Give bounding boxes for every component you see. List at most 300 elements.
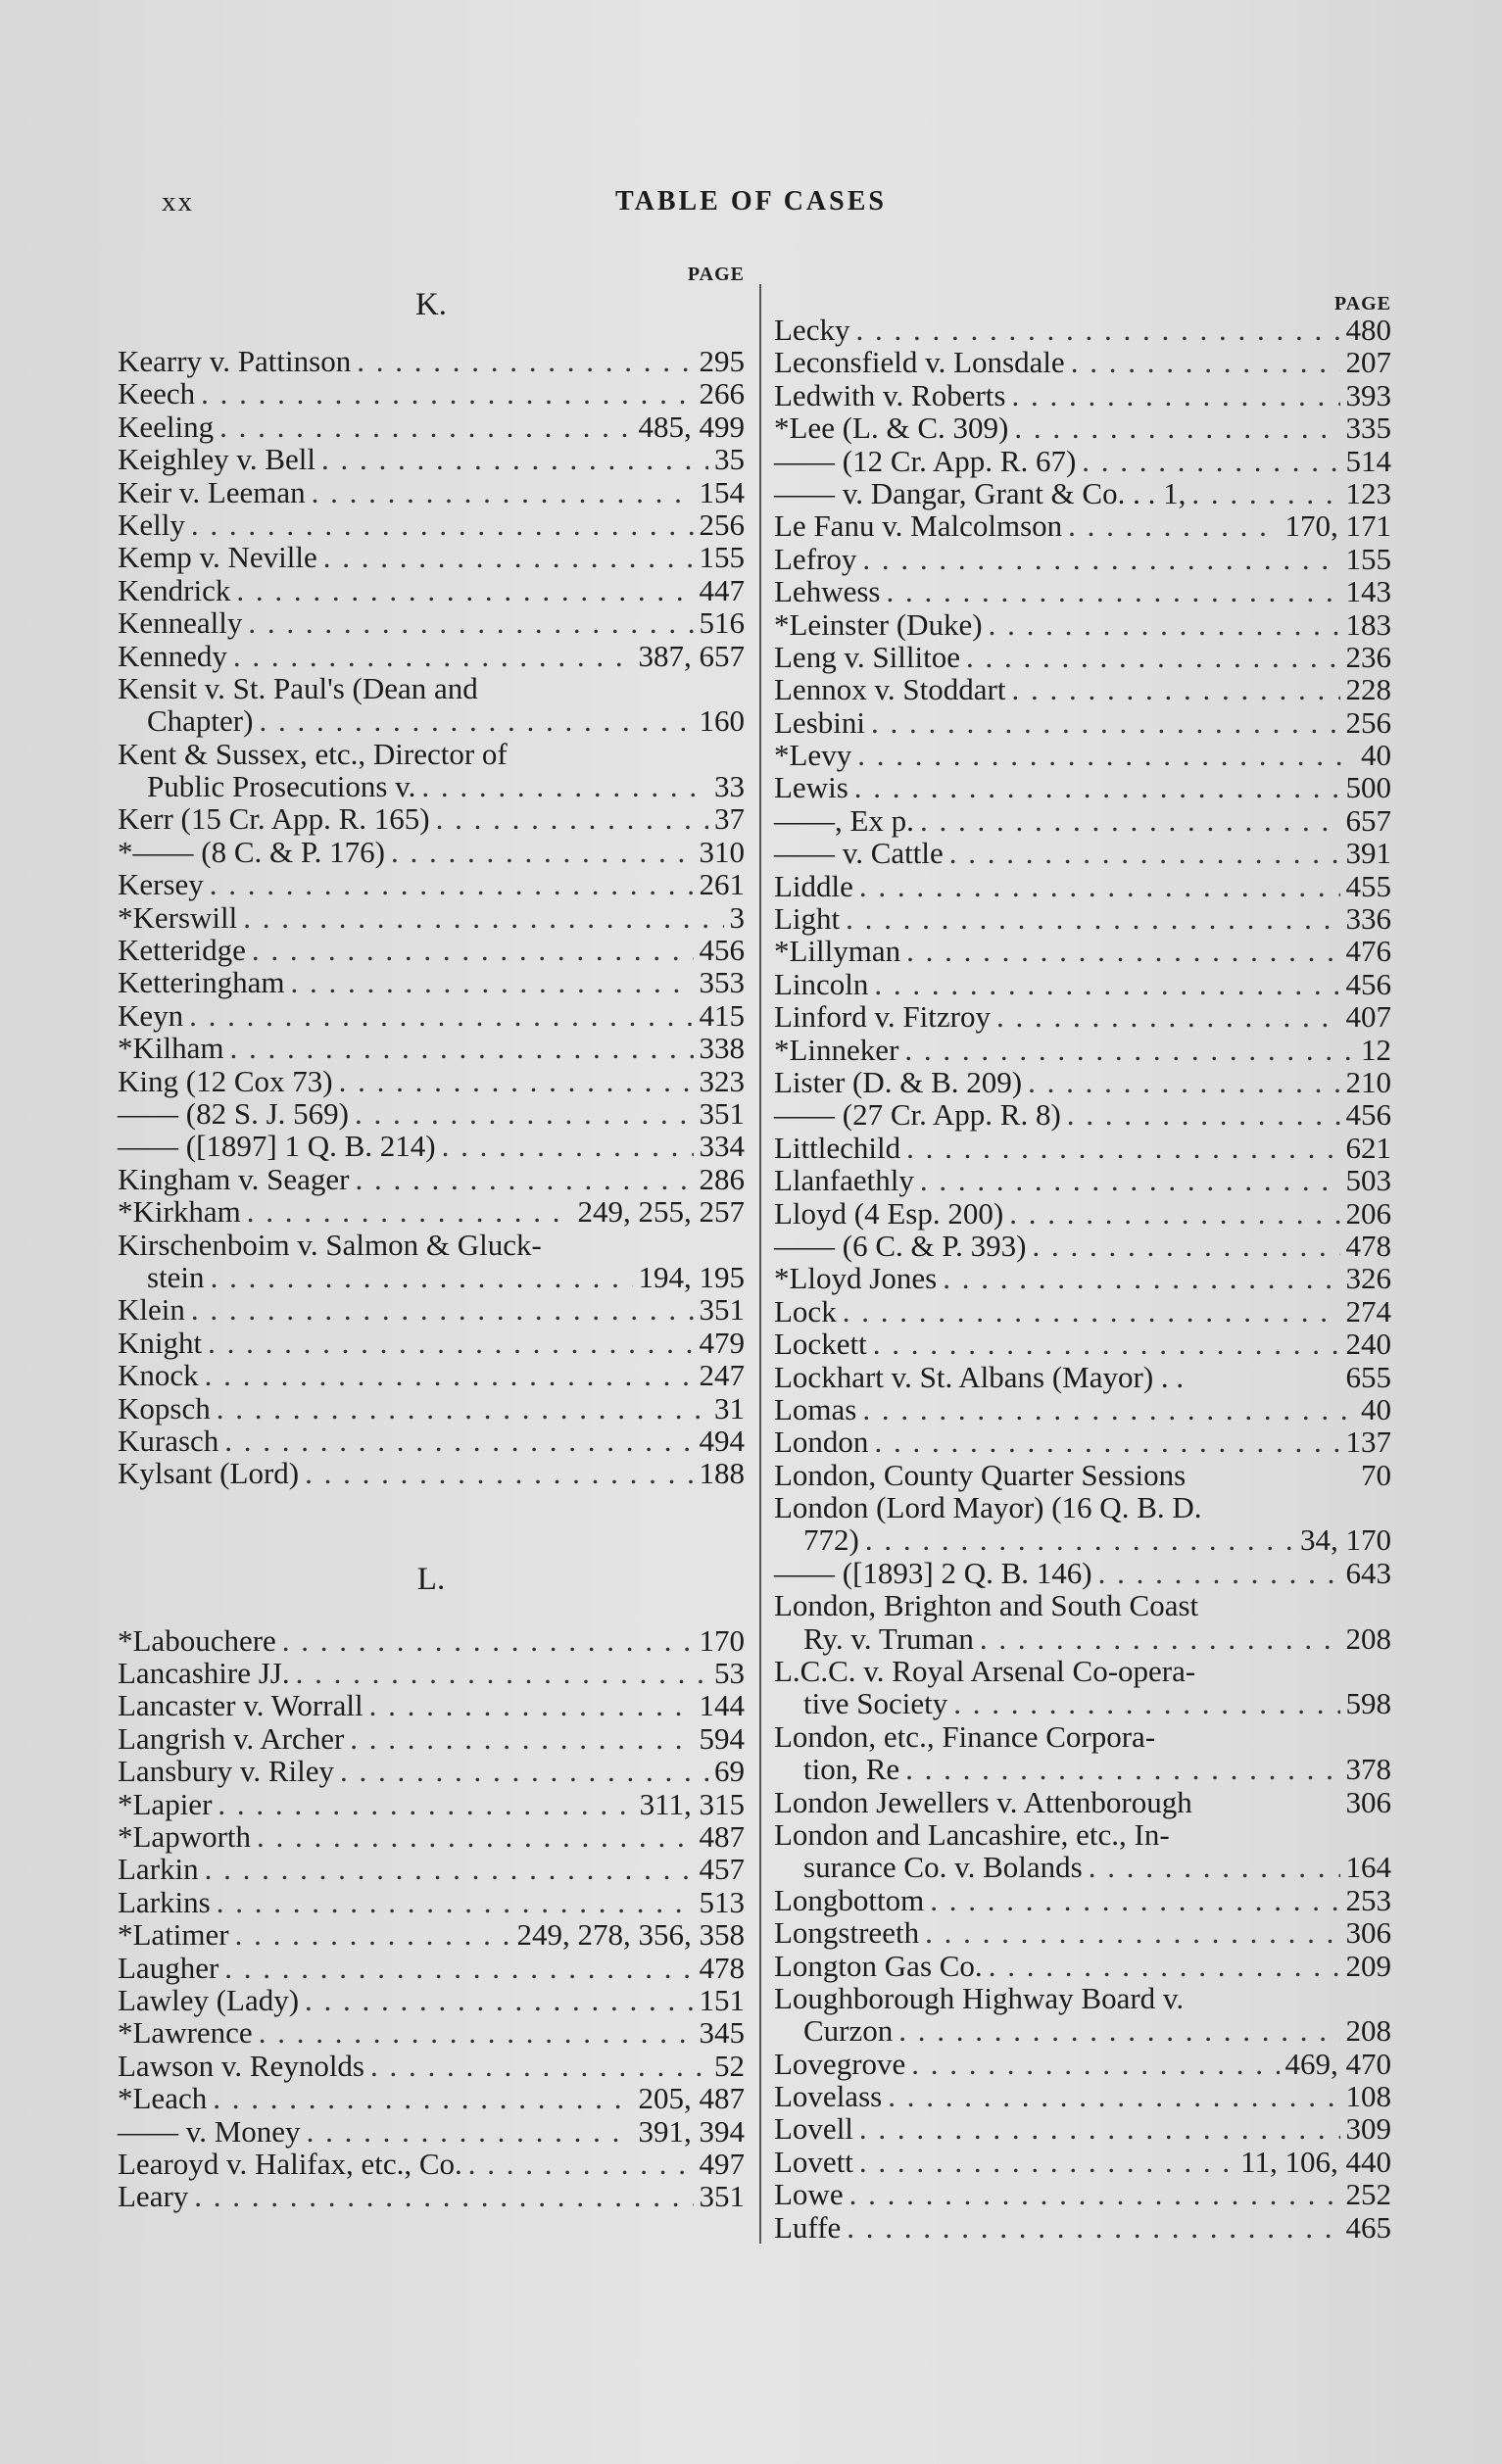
leader-dots <box>865 1523 1294 1556</box>
case-entry <box>118 1457 745 1489</box>
leader-dots <box>296 1657 708 1689</box>
leader-dots <box>911 2048 1279 2080</box>
section-heading-l: L. <box>416 1561 446 1597</box>
case-name: Kingham v. Seager <box>118 1161 350 1196</box>
leader-dots <box>996 1000 1340 1033</box>
leader-dots <box>235 1918 511 1951</box>
case-entry <box>118 2050 745 2082</box>
case-name: Lomas <box>774 1391 857 1426</box>
case-entry <box>118 1788 745 1820</box>
case-entry <box>118 541 745 573</box>
case-entry <box>774 1425 1391 1458</box>
case-entry <box>774 543 1391 575</box>
case-name: tion, Re <box>803 1752 900 1787</box>
case-entry <box>118 1195 745 1228</box>
case-page-number: 11, 106, 440 <box>1240 2144 1391 2179</box>
case-name: Lesbini <box>774 704 865 740</box>
case-page-number: 274 <box>1345 1293 1391 1329</box>
leader-dots <box>1011 673 1339 705</box>
leader-dots <box>1098 1557 1340 1589</box>
page-folio: xx <box>162 186 194 217</box>
case-name: *Kerswill <box>118 899 238 935</box>
leader-dots <box>339 1065 694 1097</box>
case-name: Knock <box>118 1358 199 1393</box>
case-page-number: 494 <box>699 1423 745 1458</box>
case-entry <box>774 1132 1391 1164</box>
case-page-number: 12 <box>1361 1032 1391 1067</box>
case-page-number: 228 <box>1345 672 1391 707</box>
leader-dots <box>194 2180 693 2212</box>
case-page-number: 378 <box>1345 1752 1391 1787</box>
case-entry <box>774 1491 1391 1523</box>
case-entry <box>774 1459 1391 1491</box>
case-page-number: 657 <box>1345 802 1391 838</box>
case-entry <box>774 1916 1391 1949</box>
case-entry <box>118 770 745 802</box>
case-name: London Jewellers v. Attenborough <box>774 1784 1192 1819</box>
case-page-number: 594 <box>699 1720 745 1756</box>
case-page-number: 497 <box>699 2146 745 2181</box>
case-entry <box>774 346 1391 378</box>
case-name: Lovett <box>774 2144 853 2179</box>
leader-dots <box>312 476 694 508</box>
case-entry <box>774 2211 1391 2244</box>
case-entry <box>774 1950 1391 1982</box>
case-name: Longbottom <box>774 1882 925 1917</box>
case-page-number: 334 <box>699 1129 745 1164</box>
case-name: Longstreeth <box>774 1915 920 1951</box>
case-page-number: 143 <box>1345 574 1391 609</box>
leader-dots <box>205 1853 694 1885</box>
case-entry <box>774 1523 1391 1556</box>
leader-dots <box>305 1457 693 1489</box>
case-page-number: 514 <box>1345 443 1391 478</box>
leader-dots <box>854 771 1340 803</box>
leader-dots <box>1191 477 1339 509</box>
case-page-number: 447 <box>699 572 745 607</box>
leader-dots <box>904 1034 1355 1066</box>
case-entry <box>774 1393 1391 1425</box>
case-entry <box>118 377 745 410</box>
case-name: *Lapworth <box>118 1819 252 1855</box>
leader-dots <box>210 868 694 900</box>
leader-dots <box>862 543 1339 575</box>
case-entry <box>118 2148 745 2180</box>
case-name: Lowe <box>774 2177 844 2212</box>
case-page-number: 37 <box>714 801 745 837</box>
case-page-number: 407 <box>1345 999 1391 1035</box>
case-page-number: 209 <box>1345 1948 1391 1983</box>
case-name: Lennox v. Stoddart <box>774 672 1006 707</box>
case-page-number: 311, 315 <box>639 1786 745 1821</box>
leader-dots <box>391 836 694 868</box>
case-name: Kendrick <box>118 572 231 607</box>
case-name: Lancaster v. Worrall <box>118 1688 363 1723</box>
case-name: *Kirkham <box>118 1194 241 1230</box>
case-entry <box>774 1034 1391 1066</box>
case-name: Ketteringham <box>118 965 285 1000</box>
case-name: *Lillyman <box>774 934 901 969</box>
case-page-number: 208 <box>1345 2013 1391 2049</box>
case-name: *Latimer <box>118 1917 229 1953</box>
case-page-number: 252 <box>1345 2177 1391 2212</box>
case-page-number: 306 <box>1345 1915 1391 1951</box>
case-page-number: 323 <box>699 1063 745 1098</box>
case-entry <box>774 575 1391 607</box>
case-name: Klein <box>118 1292 185 1328</box>
case-entry <box>118 738 745 770</box>
leader-dots <box>191 508 694 541</box>
case-entry <box>118 1425 745 1457</box>
case-entry <box>774 1818 1391 1851</box>
case-entry <box>118 1261 745 1293</box>
leader-dots <box>859 2146 1235 2178</box>
case-page-number: 256 <box>1345 704 1391 740</box>
case-name: Kemp v. Neville <box>118 540 317 575</box>
case-page-number: 35 <box>714 442 745 477</box>
case-page-number: 240 <box>1345 1327 1391 1362</box>
case-name: *Linneker <box>774 1032 899 1067</box>
leader-dots <box>259 704 693 737</box>
case-page-number: 53 <box>714 1656 745 1691</box>
case-entry <box>774 1655 1391 1687</box>
case-name: Langrish v. Archer <box>118 1720 345 1756</box>
case-page-number: 188 <box>699 1456 745 1491</box>
case-page-number: 266 <box>699 376 745 411</box>
case-entry <box>118 999 745 1032</box>
leader-dots <box>1067 1098 1340 1131</box>
case-name: *Kilham <box>118 1031 224 1066</box>
case-name: —— ([1897] 1 Q. B. 214) <box>118 1129 436 1164</box>
case-page-number: 353 <box>699 965 745 1000</box>
leader-dots <box>370 2050 708 2082</box>
case-name: Lincoln <box>774 966 869 1001</box>
leader-dots <box>849 2178 1340 2210</box>
case-entry <box>774 837 1391 869</box>
case-page-number: 387, 657 <box>638 638 745 673</box>
case-entry <box>118 1853 745 1885</box>
case-entry <box>774 411 1391 444</box>
leader-dots <box>219 411 632 443</box>
leader-dots <box>925 1916 1339 1949</box>
case-entry <box>774 706 1391 739</box>
leader-dots <box>243 901 723 934</box>
case-page-number: 155 <box>1345 541 1391 576</box>
leader-dots <box>989 608 1340 641</box>
case-entry <box>774 1589 1391 1621</box>
leader-dots <box>282 1624 694 1657</box>
case-name: Kent & Sussex, etc., Director of <box>118 736 508 771</box>
case-entry <box>774 509 1391 542</box>
case-entry <box>118 672 745 704</box>
leader-dots <box>224 1425 693 1457</box>
case-entry <box>118 1032 745 1064</box>
case-entry <box>118 574 745 606</box>
leader-dots <box>843 1295 1340 1328</box>
case-name: stein <box>147 1259 205 1294</box>
case-entry <box>118 2016 745 2049</box>
leader-dots <box>307 2115 633 2148</box>
case-name: Lovegrove <box>774 2046 906 2081</box>
leader-dots <box>855 314 1339 346</box>
case-page-number: 391 <box>1345 836 1391 871</box>
case-name: London <box>774 1425 869 1460</box>
case-page-number: 655 <box>1345 1359 1391 1394</box>
case-page-number: 456 <box>1345 966 1391 1001</box>
leader-dots <box>1014 411 1339 444</box>
case-entry <box>774 1197 1391 1230</box>
case-name: Lloyd (4 Esp. 200) <box>774 1195 1004 1231</box>
case-entry <box>118 1130 745 1162</box>
case-name: Kurasch <box>118 1423 219 1458</box>
case-name: Knight <box>118 1325 203 1360</box>
leader-dots <box>980 1622 1340 1655</box>
case-entry <box>118 1755 745 1787</box>
case-page-number: 236 <box>1345 639 1391 674</box>
case-name: Ketteridge <box>118 933 246 968</box>
leader-dots <box>217 1392 708 1425</box>
leader-dots <box>191 1293 694 1326</box>
l-entries-list <box>118 1624 745 2213</box>
case-entry <box>774 1720 1391 1753</box>
case-name: tive Society <box>803 1686 948 1721</box>
case-name: Lovell <box>774 2111 853 2147</box>
case-entry <box>118 606 745 639</box>
case-entry <box>774 2112 1391 2145</box>
case-entry <box>774 314 1391 346</box>
page-label-right: PAGE <box>1333 293 1391 314</box>
leader-dots <box>943 1262 1339 1294</box>
case-name: Keyn <box>118 997 184 1033</box>
page-header <box>157 186 1345 225</box>
leader-dots <box>236 574 693 606</box>
leader-dots <box>230 1032 694 1064</box>
leader-dots <box>920 804 1340 837</box>
case-page-number: 249, 278, 356, 358 <box>516 1917 745 1953</box>
case-name: London and Lancashire, etc., In- <box>774 1816 1170 1852</box>
case-name: Curzon <box>803 2013 894 2049</box>
case-page-number: 480 <box>1345 313 1391 347</box>
case-name: London, etc., Finance Corpora- <box>774 1718 1156 1754</box>
leader-dots <box>920 1164 1340 1196</box>
case-entry <box>774 379 1391 411</box>
case-name: —— (6 C. & P. 393) <box>774 1228 1027 1263</box>
leader-dots <box>1082 445 1339 477</box>
case-name: Public Prosecutions v. <box>147 769 416 804</box>
leader-dots <box>847 2211 1339 2244</box>
case-entry <box>774 1622 1391 1655</box>
case-page-number: 351 <box>699 2179 745 2214</box>
left-column <box>118 265 745 2213</box>
case-entry <box>118 802 745 835</box>
case-page-number: 205, 487 <box>638 2081 745 2116</box>
case-page-number: 621 <box>1345 1130 1391 1165</box>
case-page-number: 207 <box>1345 345 1391 380</box>
case-entry <box>774 1753 1391 1785</box>
leader-dots <box>208 1327 693 1359</box>
case-page-number: 108 <box>1345 2079 1391 2114</box>
case-page-number: 261 <box>699 867 745 902</box>
leader-dots <box>859 2112 1340 2145</box>
leader-dots <box>886 575 1339 607</box>
case-entry <box>774 1262 1391 1294</box>
case-name: Larkins <box>118 1884 211 1919</box>
case-entry <box>118 1293 745 1326</box>
case-entry <box>774 2080 1391 2112</box>
case-page-number: 335 <box>1345 411 1391 446</box>
case-page-number: 478 <box>699 1950 745 1985</box>
leader-dots <box>906 1132 1339 1164</box>
case-name: Lock <box>774 1293 837 1329</box>
leader-dots <box>259 2016 694 2049</box>
case-name: Llanfaethly <box>774 1163 914 1198</box>
case-page-number: 465 <box>1345 2209 1391 2245</box>
case-entry <box>774 935 1391 967</box>
case-page-number: 478 <box>1345 1228 1391 1263</box>
case-page-number: 326 <box>1345 1261 1391 1296</box>
case-page-number: 500 <box>1345 770 1391 805</box>
case-page-number: 336 <box>1345 901 1391 937</box>
case-name: ——, Ex p. <box>774 802 914 838</box>
case-page-number: 455 <box>1345 868 1391 903</box>
case-name: Light <box>774 901 841 937</box>
case-name: Lawley (Lady) <box>118 1982 300 2017</box>
case-entry <box>118 2115 745 2148</box>
page-label-left: PAGE <box>687 264 745 285</box>
k-entries-list <box>118 345 745 1490</box>
case-page-number: 309 <box>1345 2111 1391 2147</box>
case-entry <box>118 934 745 966</box>
leader-dots <box>350 1722 693 1755</box>
case-entry <box>118 1886 745 1918</box>
case-page-number: 310 <box>699 834 745 869</box>
leader-dots <box>1033 1230 1340 1262</box>
case-name: Lister (D. & B. 209) <box>774 1064 1023 1099</box>
case-name: Learoyd v. Halifax, etc., Co. <box>118 2146 462 2181</box>
case-name: *Leinster (Duke) <box>774 606 983 642</box>
leader-dots <box>218 1788 633 1820</box>
case-page-number: 516 <box>699 605 745 641</box>
case-name: Lockhart v. St. Albans (Mayor) . . <box>774 1359 1185 1394</box>
case-page-number: 456 <box>1345 1097 1391 1133</box>
case-name: Kelly <box>118 507 185 542</box>
right-column <box>774 294 1391 2244</box>
case-name: Leary <box>118 2179 189 2214</box>
column-divider <box>759 284 761 2244</box>
leader-dots <box>966 641 1340 673</box>
case-entry <box>774 1557 1391 1589</box>
leader-dots <box>846 902 1339 935</box>
leader-dots <box>888 2080 1339 2112</box>
case-entry <box>118 704 745 737</box>
case-entry <box>118 1657 745 1689</box>
case-name: —— (12 Cr. App. R. 67) <box>774 443 1077 478</box>
case-name: London, County Quarter Sessions <box>774 1457 1187 1492</box>
case-name: —— v. Money <box>118 2113 301 2149</box>
case-entry <box>774 1000 1391 1033</box>
case-entry <box>774 608 1391 641</box>
leader-dots <box>369 1689 694 1721</box>
leader-dots <box>1028 1066 1339 1098</box>
case-page-number: 137 <box>1345 1425 1391 1460</box>
case-entry <box>774 2048 1391 2080</box>
case-page-number: 253 <box>1345 1882 1391 1917</box>
case-page-number: 643 <box>1345 1555 1391 1590</box>
case-name: Longton Gas Co. <box>774 1948 983 1983</box>
leader-dots <box>357 345 693 377</box>
case-entry <box>774 673 1391 705</box>
case-page-number: 351 <box>699 1292 745 1328</box>
case-name: Laugher <box>118 1950 219 1985</box>
leader-dots <box>201 377 693 410</box>
case-entry <box>774 870 1391 902</box>
case-page-number: 457 <box>699 1852 745 1887</box>
case-entry <box>774 1098 1391 1131</box>
case-page-number: 170 <box>699 1622 745 1658</box>
case-entry <box>118 1359 745 1391</box>
case-page-number: 485, 499 <box>638 409 745 444</box>
case-page-number: 415 <box>699 997 745 1033</box>
case-name: surance Co. v. Bolands <box>803 1850 1083 1885</box>
case-name: Keighley v. Bell <box>118 442 316 477</box>
case-page-number: 164 <box>1345 1850 1391 1885</box>
case-page-number: 487 <box>699 1819 745 1855</box>
case-name: Kopsch <box>118 1390 211 1425</box>
case-name: L.C.C. v. Royal Arsenal Co-opera- <box>774 1654 1196 1689</box>
leader-dots <box>871 706 1340 739</box>
case-name: Lehwess <box>774 574 881 609</box>
case-page-number: 52 <box>714 2048 745 2083</box>
case-page-number: 31 <box>714 1390 745 1425</box>
case-page-number: 151 <box>699 1982 745 2017</box>
case-entry <box>118 1820 745 1853</box>
leader-dots <box>355 1097 694 1130</box>
case-entry <box>118 1163 745 1195</box>
case-entry <box>118 2082 745 2114</box>
case-entry <box>118 476 745 508</box>
case-name: Kerr (15 Cr. App. R. 165) <box>118 801 430 837</box>
case-name: Lefroy <box>774 541 857 576</box>
section-heading-k: K. <box>414 287 448 322</box>
case-entry <box>118 1065 745 1097</box>
case-page-number: 286 <box>699 1161 745 1196</box>
case-entry <box>118 836 745 868</box>
leader-dots <box>436 802 708 835</box>
case-name: Ry. v. Truman <box>803 1620 974 1656</box>
case-entry <box>118 1952 745 1984</box>
case-entry <box>774 2146 1391 2178</box>
leader-dots <box>1089 1851 1340 1883</box>
case-name: Leconsfield v. Lonsdale <box>774 345 1065 380</box>
case-name: *—— (8 C. & P. 176) <box>118 834 385 869</box>
case-page-number: 40 <box>1361 738 1391 773</box>
leader-dots <box>205 1359 694 1391</box>
leader-dots <box>247 1195 572 1228</box>
case-name: Kylsant (Lord) <box>118 1456 300 1491</box>
case-name: —— (27 Cr. App. R. 8) <box>774 1097 1061 1133</box>
case-name: *Labouchere <box>118 1622 276 1658</box>
leader-dots <box>355 1163 693 1195</box>
case-page-number: 160 <box>699 703 745 739</box>
case-entry <box>118 966 745 998</box>
leader-dots <box>468 2148 694 2180</box>
case-page-number: 256 <box>699 507 745 542</box>
case-name: Ledwith v. Roberts <box>774 377 1006 412</box>
case-entry <box>774 445 1391 477</box>
leader-dots <box>224 1952 693 1984</box>
case-name: *Lawrence <box>118 2015 253 2051</box>
leader-dots <box>323 541 694 573</box>
